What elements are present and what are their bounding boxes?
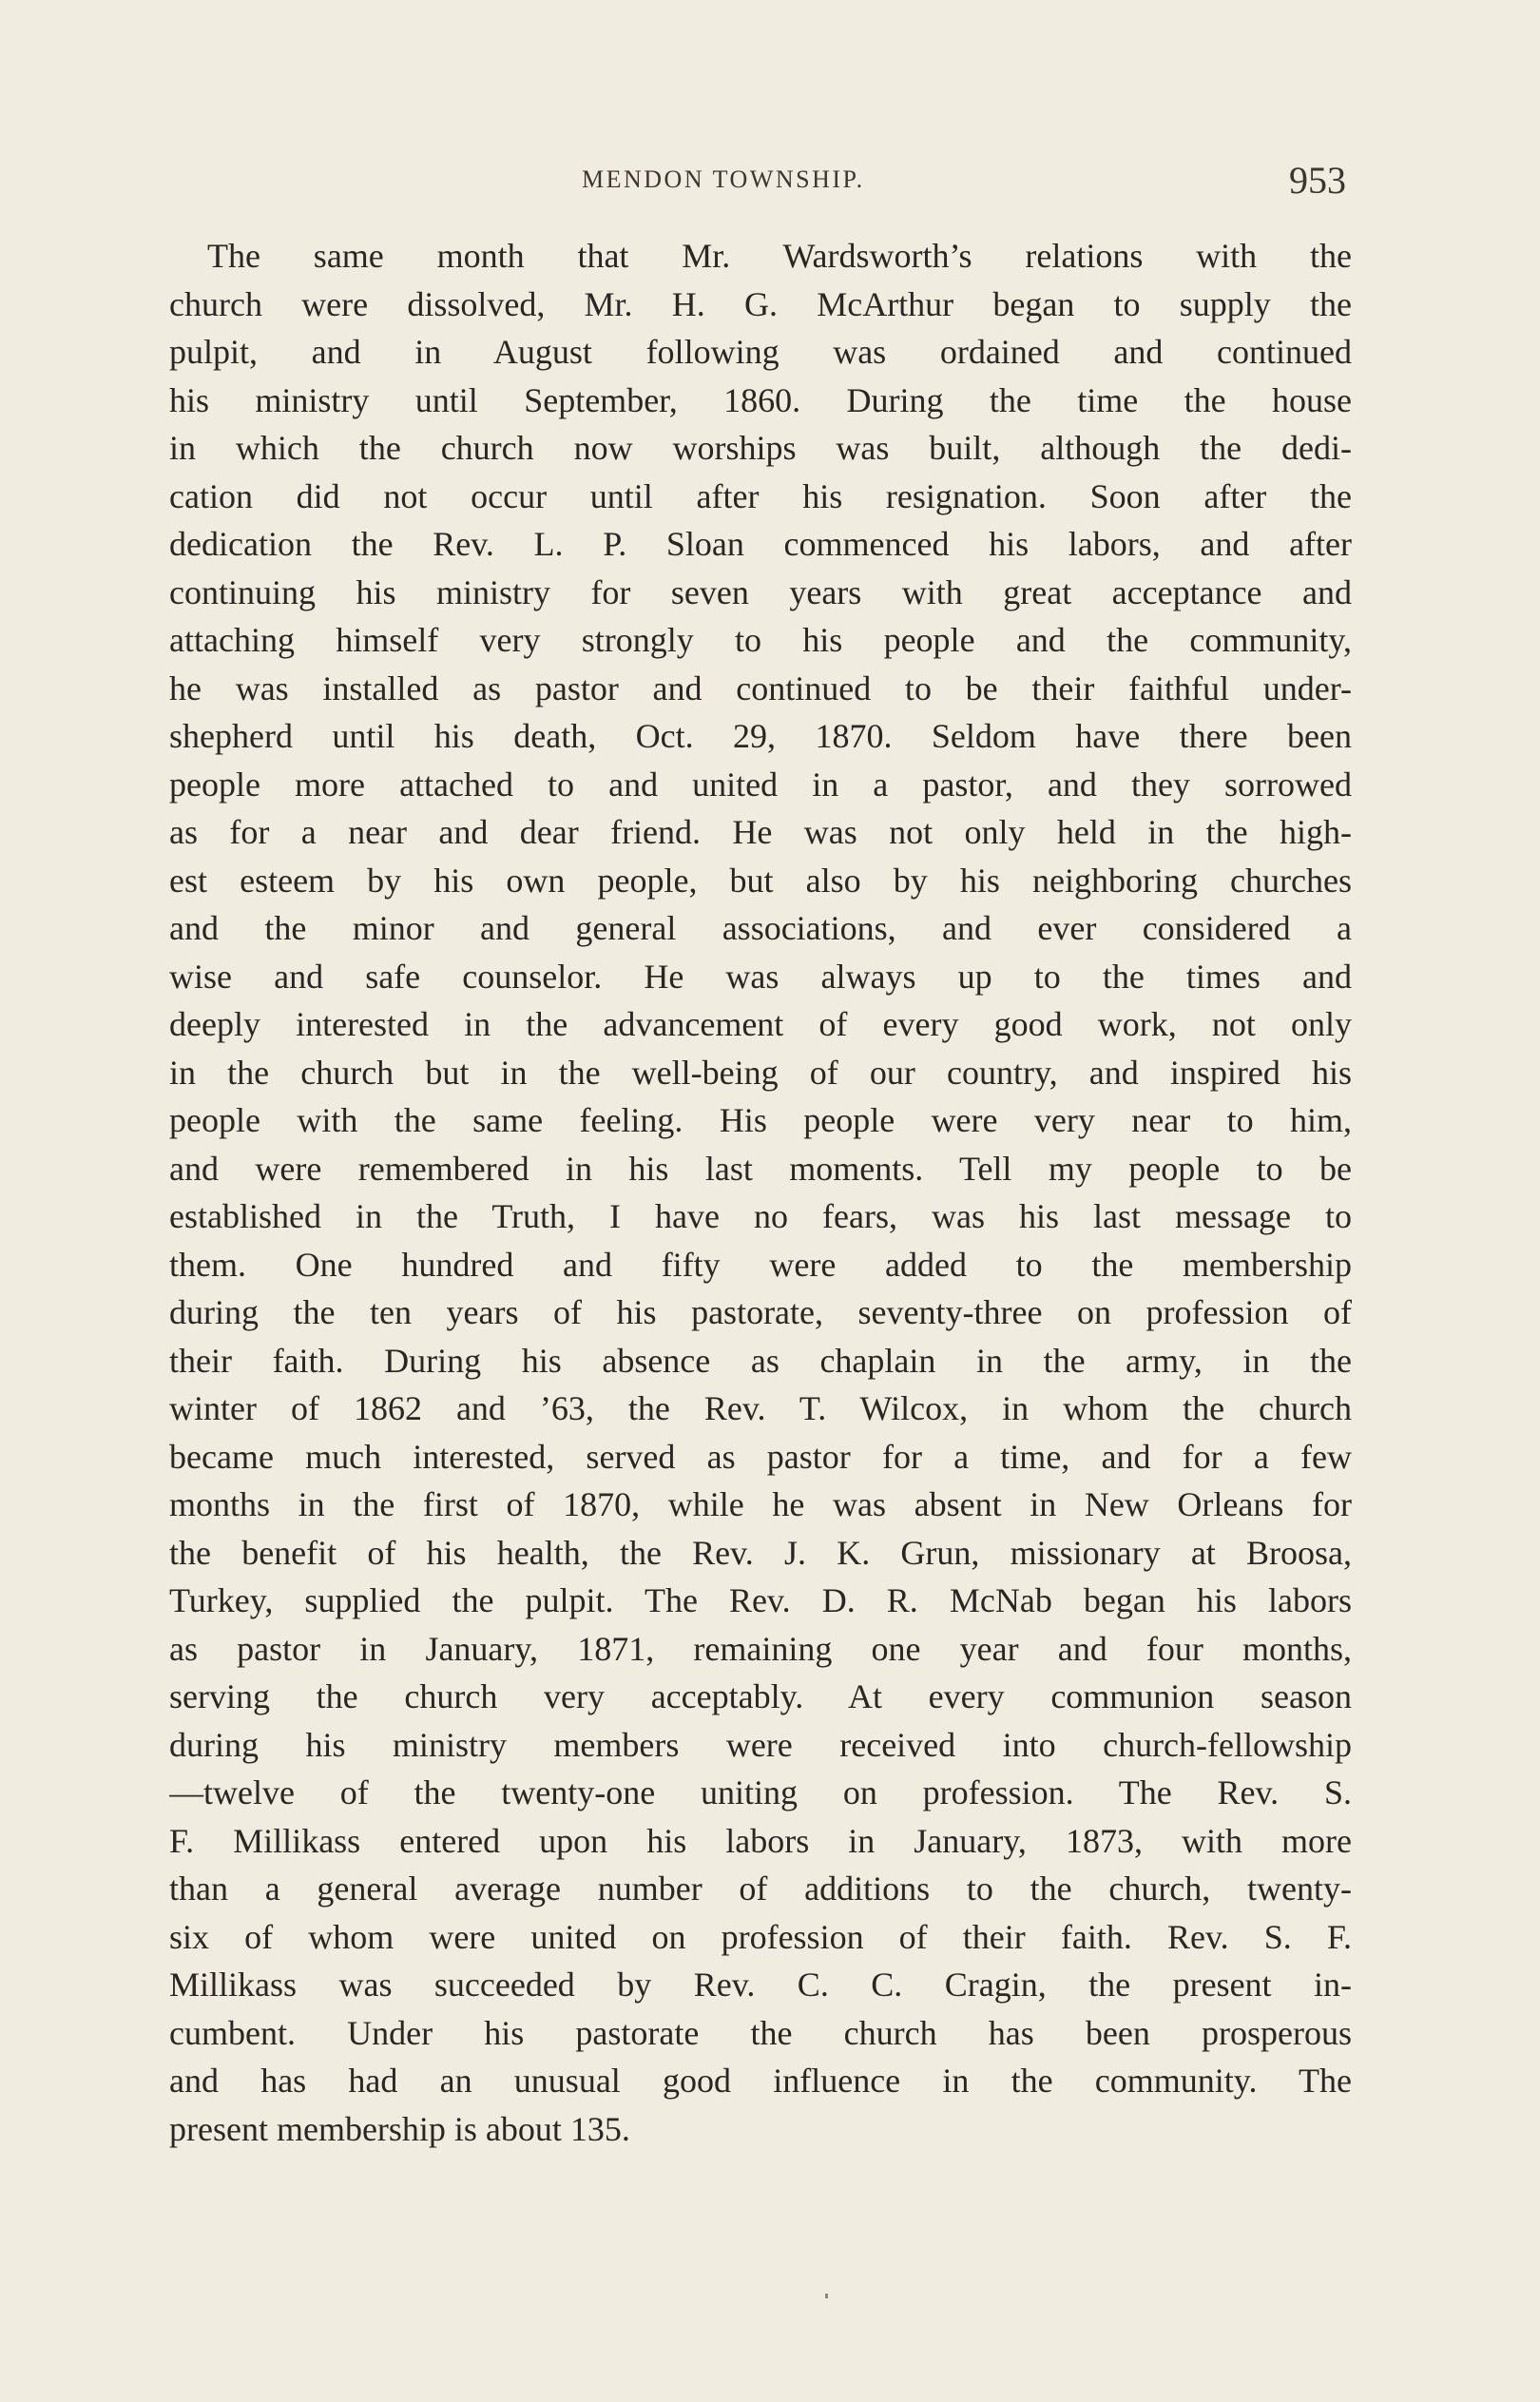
text-line: shepherd until his death, Oct. 29, 1870. Seldom have there been <box>169 717 1352 755</box>
text-line: in the church but in the well-being of our country, and inspired his <box>169 1053 1352 1092</box>
running-title: MENDON TOWNSHIP. <box>582 165 865 193</box>
text-line: Turkey, supplied the pulpit. The Rev. D. R. McNab began his labors <box>169 1581 1352 1619</box>
text-line: their faith. During his absence as chaplain in the army, in the <box>169 1341 1352 1380</box>
text-line: six of whom were united on profession of their faith. Rev. S. F. <box>169 1917 1352 1956</box>
body-paragraph <box>169 232 1352 2153</box>
ink-speck <box>825 2294 828 2298</box>
text-line: The same month that Mr. Wardsworth’s relations with the <box>207 237 1352 275</box>
text-line: deeply interested in the advancement of every good work, not only <box>169 1005 1352 1043</box>
text-line: them. One hundred and fifty were added to the membership <box>169 1245 1352 1284</box>
text-line: Millikass was succeeded by Rev. C. C. Cragin, the present in- <box>169 1966 1352 2004</box>
text-line: serving the church very acceptably. At every communion season <box>169 1677 1352 1715</box>
text-line: present membership is about 135. <box>169 2109 630 2148</box>
text-line: and the minor and general associations, and ever considered a <box>169 909 1352 947</box>
text-line: his ministry until September, 1860. During the time the house <box>169 380 1352 419</box>
text-line: dedication the Rev. L. P. Sloan commenced his labors, and after <box>169 525 1352 563</box>
text-line: pulpit, and in August following was ordained and continued <box>169 333 1352 371</box>
text-line: —twelve of the twenty-one uniting on profession. The Rev. S. <box>169 1773 1352 1811</box>
text-line: established in the Truth, I have no fears, was his last message to <box>169 1197 1352 1235</box>
text-line: became much interested, served as pastor for a time, and for a few <box>169 1437 1352 1476</box>
text-line: people with the same feeling. His people were very near to him, <box>169 1101 1352 1139</box>
text-line: est esteem by his own people, but also by his neighboring churches <box>169 861 1352 900</box>
text-line: he was installed as pastor and continued to be their faithful under- <box>169 668 1352 707</box>
text-line: during the ten years of his pastorate, seventy-three on profession of <box>169 1293 1352 1331</box>
text-line: people more attached to and united in a pastor, and they sorrowed <box>169 765 1352 804</box>
text-line: in which the church now worships was built, although the dedi- <box>169 429 1352 467</box>
text-line: during his ministry members were received into church-fellowship <box>169 1725 1352 1764</box>
text-line: continuing his ministry for seven years with great acceptance and <box>169 572 1352 611</box>
text-line: winter of 1862 and ’63, the Rev. T. Wilcox, in whom the church <box>169 1389 1352 1427</box>
text-line: wise and safe counselor. He was always up to the times and <box>169 957 1352 996</box>
running-head <box>0 158 1540 202</box>
text-line: and has had an unusual good influence in the community. The <box>169 2062 1352 2100</box>
text-line: F. Millikass entered upon his labors in January, 1873, with more <box>169 1821 1352 1860</box>
text-line: and were remembered in his last moments. Tell my people to be <box>169 1149 1352 1188</box>
text-line: than a general average number of additions to the church, twenty- <box>169 1869 1352 1908</box>
page-number: 953 <box>1289 159 1346 202</box>
text-line: attaching himself very strongly to his people and the community, <box>169 621 1352 659</box>
text-line: church were dissolved, Mr. H. G. McArthur began to supply the <box>169 284 1352 323</box>
text-line: months in the first of 1870, while he was absent in New Orleans for <box>169 1485 1352 1523</box>
text-line: as for a near and dear friend. He was not only held in the high- <box>169 813 1352 851</box>
text-line: cation did not occur until after his resignation. Soon after the <box>169 476 1352 515</box>
text-line: as pastor in January, 1871, remaining one year and four months, <box>169 1629 1352 1668</box>
text-line: cumbent. Under his pastorate the church has been prosperous <box>169 2013 1352 2052</box>
text-line: the benefit of his health, the Rev. J. K. Grun, missionary at Broosa, <box>169 1533 1352 1572</box>
